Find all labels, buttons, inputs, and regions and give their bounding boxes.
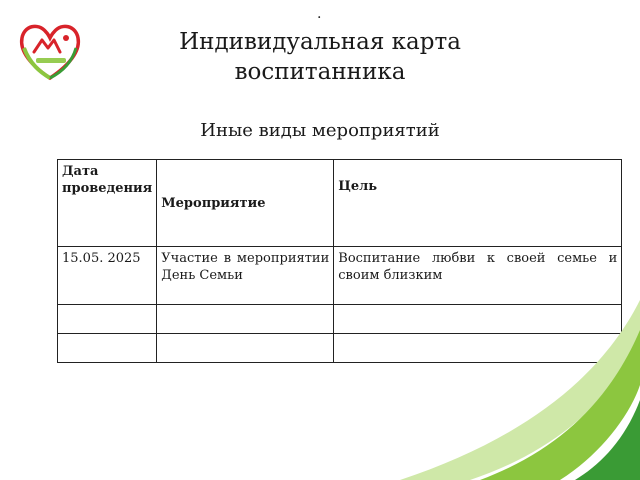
table-row [58,334,622,363]
table-header-row [58,160,622,247]
column-header-event: Мероприятие [157,160,334,247]
cell-date [58,334,157,363]
cell-date: 15.05. 2025 [58,247,157,305]
column-header-date: Дата проведения [58,160,157,247]
cell-goal [334,305,622,334]
cell-date [58,305,157,334]
cell-event [157,305,334,334]
header-dot: . [317,6,322,22]
events-table [57,159,622,363]
page-title [120,27,520,87]
cell-event: Участие в мероприятии День Семьи [157,247,334,305]
title-line-2: воспитанника [234,59,406,85]
table-row [58,247,622,305]
column-header-goal: Цель [334,160,622,247]
cell-event [157,334,334,363]
title-line-1: Индивидуальная карта [179,29,461,55]
cell-goal: Воспитание любви к своей семье и своим близким [334,247,622,305]
section-subtitle: Иные виды мероприятий [200,120,440,141]
table-row [58,305,622,334]
heart-family-logo-icon [16,18,84,82]
cell-goal [334,334,622,363]
